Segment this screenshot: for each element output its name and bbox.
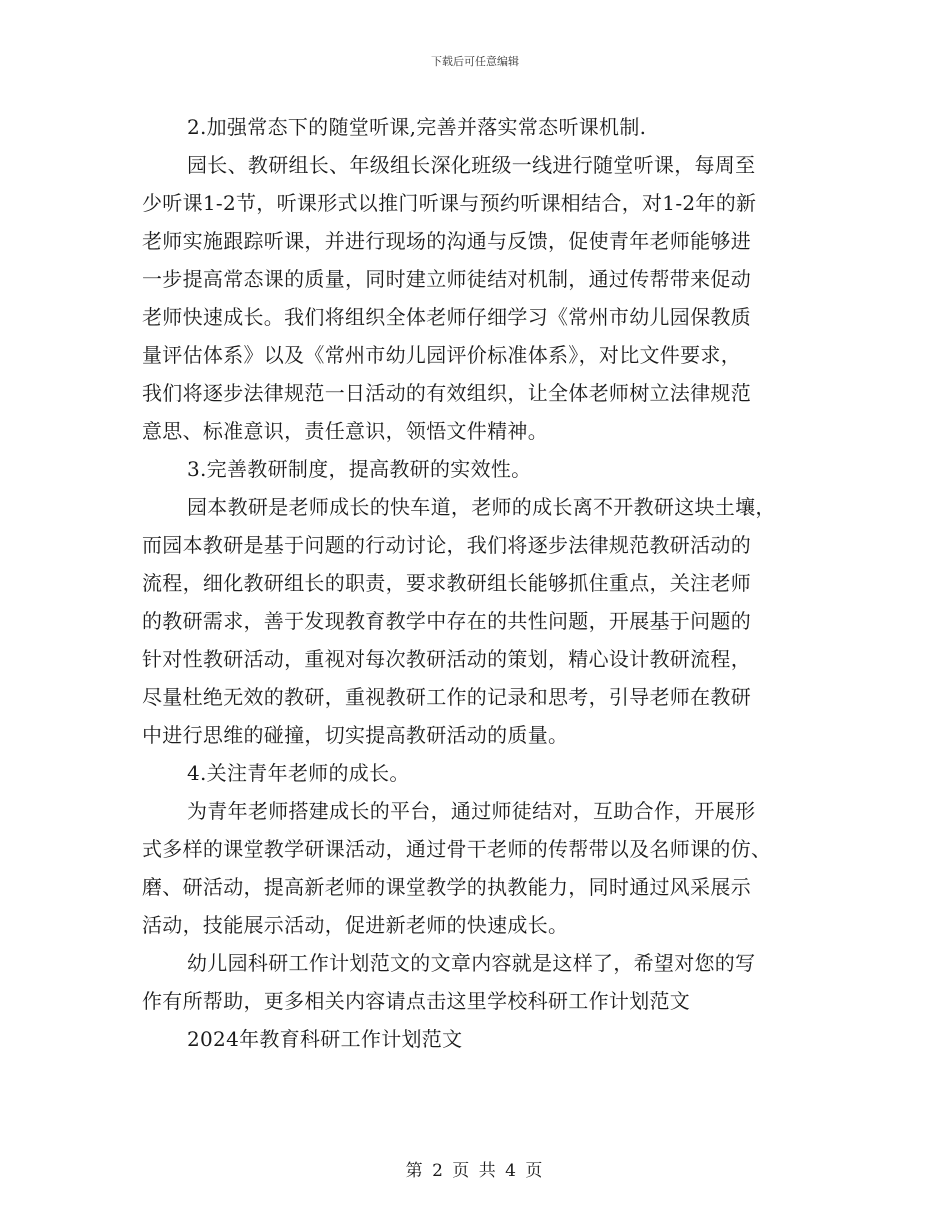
page-number: 第 2 页 共 4 页 xyxy=(405,1161,545,1181)
paragraph-line: 磨、研活动，提高新老师的课堂教学的执教能力，同时通过风采展示 xyxy=(142,875,751,899)
paragraph-line: 作有所帮助，更多相关内容请点击这里学校科研工作计划范文 xyxy=(142,989,691,1013)
document-body xyxy=(142,108,810,1058)
paragraph-line: 尽量杜绝无效的教研，重视教研工作的记录和思考，引导老师在教研 xyxy=(142,685,751,709)
paragraph-line: 而园本教研是基于问题的行动讨论，我们将逐步法律规范教研活动的 xyxy=(142,533,751,557)
paragraph-line: 园本教研是老师成长的快车道，老师的成长离不开教研这块土壤， xyxy=(187,495,776,519)
paragraph-line: 中进行思维的碰撞，切实提高教研活动的质量。 xyxy=(142,723,569,747)
paragraph-line: 老师快速成长。我们将组织全体老师仔细学习《常州市幼儿园保教质 xyxy=(142,305,751,329)
paragraph-line: 老师实施跟踪听课，并进行现场的沟通与反馈，促使青年老师能够进 xyxy=(142,229,751,253)
paragraph-line: 活动，技能展示活动，促进新老师的快速成长。 xyxy=(142,913,569,937)
paragraph-line: 的教研需求，善于发现教育教学中存在的共性问题，开展基于问题的 xyxy=(142,609,751,633)
heading-item-2: 2.加强常态下的随堂听课,完善并落实常态听课机制. xyxy=(187,115,647,139)
paragraph-line: 一步提高常态课的质量，同时建立师徒结对机制，通过传帮带来促动 xyxy=(142,267,751,291)
heading-item-4: 4.关注青年老师的成长。 xyxy=(187,761,410,785)
paragraph-line: 意思、标准意识，责任意识，领悟文件精神。 xyxy=(142,419,548,443)
paragraph-line: 幼儿园科研工作计划范文的文章内容就是这样了，希望对您的写 xyxy=(187,951,756,975)
paragraph-line: 针对性教研活动，重视对每次教研活动的策划，精心设计教研流程， xyxy=(142,647,751,671)
header-note: 下载后可任意编辑 xyxy=(431,55,519,68)
paragraph-line: 少听课1-2节，听课形式以推门听课与预约听课相结合，对1-2年的新 xyxy=(142,191,757,215)
paragraph-line: 流程，细化教研组长的职责，要求教研组长能够抓住重点，关注老师 xyxy=(142,571,751,595)
paragraph-line: 式多样的课堂教学研课活动，通过骨干老师的传帮带以及名师课的仿、 xyxy=(142,837,772,861)
heading-item-3: 3.完善教研制度，提高教研的实效性。 xyxy=(187,457,532,481)
paragraph-line: 园长、教研组长、年级组长深化班级一线进行随堂听课，每周至 xyxy=(187,153,756,177)
paragraph-line: 量评估体系》以及《常州市幼儿园评价标准体系》，对比文件要求， xyxy=(142,343,741,367)
paragraph-line: 我们将逐步法律规范一日活动的有效组织，让全体老师树立法律规范 xyxy=(142,381,751,405)
next-article-title: 2024年教育科研工作计划范文 xyxy=(187,1027,463,1051)
paragraph-line: 为青年老师搭建成长的平台，通过师徒结对，互助合作，开展形 xyxy=(187,799,756,823)
